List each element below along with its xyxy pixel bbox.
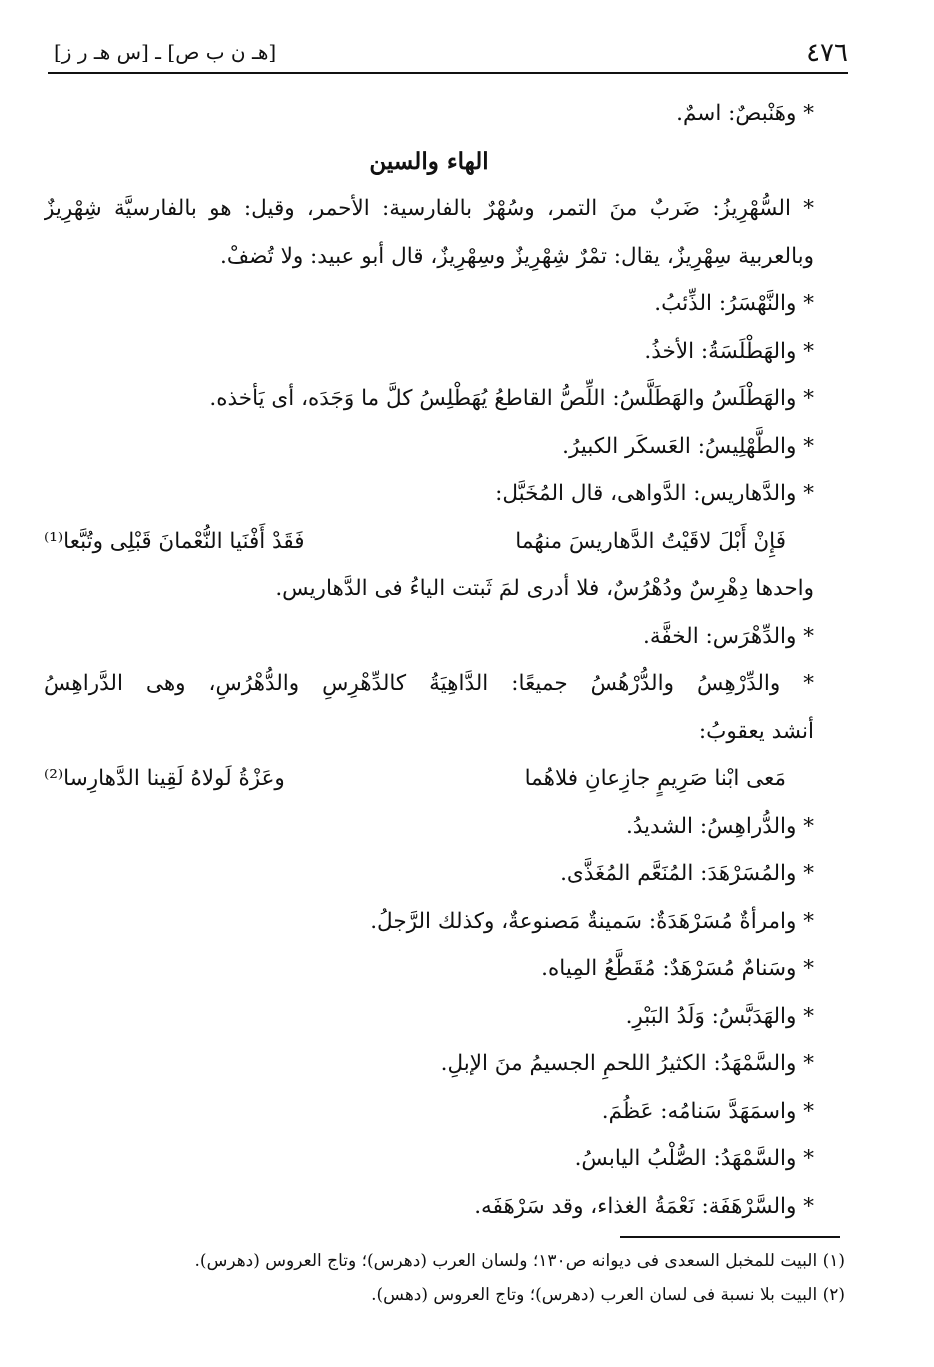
footnotes xyxy=(100,1244,845,1312)
verse-first-hemistich: مَعى ابْنا صَرِيمٍ جازِعانِ فلاهُما xyxy=(524,766,786,791)
entry-line: * والنَّهْسَرُ: الذِّئبُ. xyxy=(654,291,814,316)
footnote-1: (١) البيت للمخبل السعدى فى ديوانه ص١٣٠؛ ولسان العرب (دهرس)؛ وتاج العروس (دهرس). xyxy=(194,1251,845,1271)
entry-line: * والهَطْلَسُ والهَطَلَّسُ: اللِّصُّ القاطعُ يُهَطْلِسُ كلَّ ما وَجَدَه، أى يَأخذه. xyxy=(209,386,814,411)
verse-second-hemistich: فَقَدْ أَفْنَيا النُّعْمانَ قَبْلِى وتُبَّعا⁽¹⁾ xyxy=(44,528,305,554)
entry-line: * واسمَهَدَّ سَنامُه: عَظُمَ. xyxy=(601,1098,814,1124)
entry-line: * والهَطْلَسَةُ: الأخذُ. xyxy=(644,338,814,364)
page-number: ٤٧٦ xyxy=(806,38,848,68)
entry-line: * والمُسَرْهَدَ: المُنَعَّم المُغَذَّى. xyxy=(560,861,814,886)
entry-line: * وامرأةٌ مُسَرْهَدَةٌ: سَمينةٌ مَصنوعةٌ، وكذلك الرَّجلُ. xyxy=(370,908,814,934)
entry-line: * والسَّمْهَدُ: الصُّلْبُ اليابسُ. xyxy=(574,1146,814,1171)
footnote-2: (٢) البيت بلا نسبة فى لسان العرب (دهرس)؛ وتاج العروس (دهس). xyxy=(371,1285,845,1305)
page-header xyxy=(48,36,848,74)
verse-line xyxy=(44,518,814,566)
entry-line: وبالعربية سِهْرِيزٌ، يقال: تمْرٌ شِهْرِيزٌ وسِهْرِيزٌ، قال أبو عبيد: ولا تُضفْ. xyxy=(220,243,814,269)
section-heading: الهاء والسين xyxy=(369,147,489,175)
running-head: [هـ ن ب ص] ـ [س هـ ر ز] xyxy=(54,40,277,64)
entry-line: * والدُّراهِسُ: الشديدُ. xyxy=(625,813,814,839)
entry-line: * والهَدَبَّسُ: وَلَدُ البَبْرِ. xyxy=(625,1003,814,1029)
entry-line: * والطَّهْلِيسُ: العَسكَر الكبيرُ. xyxy=(562,433,814,459)
body-text xyxy=(44,90,814,1230)
entry-line: * والدِّرْهِسُ والدُّرْهُسُ جميعًا: الدَّاهِيَةُ كالدِّهْرِسِ والدُّهْرُسِ، وهى الدَّراهِسُ xyxy=(44,671,814,696)
entry-line: * السُّهْرِيزُ: ضَربٌ منَ التمر، وسُهْرٌ بالفارسية: الأحمر، وقيل: هو بالفارسيَّة شِهْرِيزٌ xyxy=(44,196,814,221)
entry-line: * وهَنْبصٌ: اسمٌ. xyxy=(676,101,814,126)
verse-line xyxy=(44,755,814,803)
entry-line: أنشد يعقوبُ: xyxy=(698,718,814,744)
entry-line: * والدِّهْرَس: الخفَّة. xyxy=(643,623,814,649)
footnote-divider xyxy=(620,1236,840,1238)
entry-line: * والسَّمْهَدُ: الكثيرُ اللحمِ الجسيمُ منَ الإبلِ. xyxy=(440,1051,814,1076)
entry-line: * والدَّهاريس: الدَّواهى، قال المُخَبَّل: xyxy=(495,481,814,506)
verse-first-hemistich: فَإِنْ أَبْلَ لاقَيْتُ الدَّهاريسَ منهُما xyxy=(515,528,786,554)
entry-line: واحدها دِهْرِسٌ ودُهْرُسٌ، فلا أدرى لمَ ثَبتت الياءُ فى الدَّهاريس. xyxy=(275,576,814,601)
entry-line: * وسَنامٌ مُسَرْهَدٌ: مُقَطَّعُ المِياه. xyxy=(541,956,814,981)
verse-second-hemistich: وعَزْةُ لَولاهُ لَقِينا الدَّهارِسا⁽²⁾ xyxy=(44,766,285,791)
entry-line: * والسَّرْهَفَة: نَعْمَةُ الغذاء، وقد سَرْهَفَه. xyxy=(474,1193,814,1219)
